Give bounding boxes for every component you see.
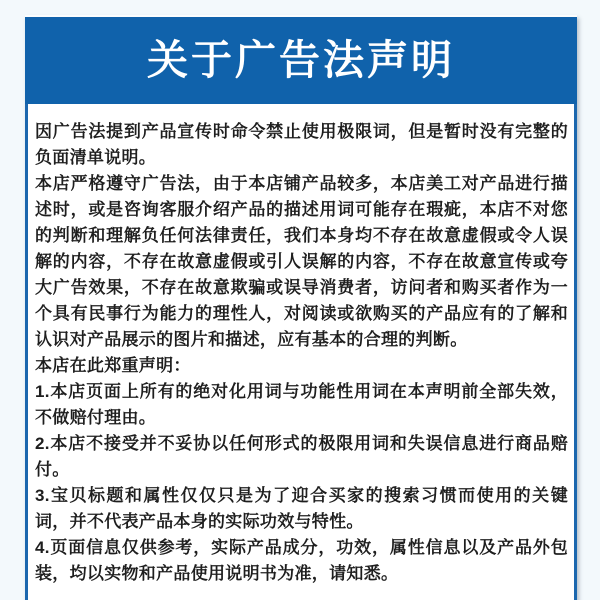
notice-header <box>25 15 577 104</box>
page-title: 关于广告法声明 <box>147 37 455 83</box>
notice-paragraph-item-4: 4.页面信息仅供参考，实际产品成分，功效，属性信息以及产品外包装，均以实物和产品使用说明书为准，请知悉。 <box>35 538 568 583</box>
notice-paragraph-item-2: 2.本店不接受并不妥协以任何形式的极限用词和失误信息进行商品赔付。 <box>35 434 568 479</box>
notice-card <box>25 15 577 600</box>
notice-paragraph-item-3: 3.宝贝标题和属性仅仅只是为了迎合买家的搜索习惯而使用的关键词，并不代表产品本身的实际功效与特性。 <box>35 486 568 531</box>
notice-paragraph-declaration-heading: 本店在此郑重声明： <box>35 356 191 375</box>
notice-paragraph-item-1: 1.本店页面上所有的绝对化用词与功能性用词在本声明前全部失效，不做赔付理由。 <box>35 382 568 427</box>
notice-paragraph-intro: 因广告法提到产品宣传时命令禁止使用极限词，但是暂时没有完整的负面清单说明。 <box>35 122 568 167</box>
notice-paragraph-compliance: 本店严格遵守广告法，由于本店铺产品较多，本店美工对产品进行描述时，或是咨询客服介绍产品的描述用词可能存在瑕疵，本店不对您的判断和理解负任何法律责任，我们本身均不存在故意虚假或令人误解的内容，不存在故意虚假或引人误解的内容，不存在故意宣传或夸大广告效果，不存在故意欺骗或误导消费者，访问者和购买者作为一个具有民事行为能力的理性人，对阅读或欲购买的产品应有的了解和认识对产品展示的图片和描述，应有基本的合理的判断。 <box>35 174 568 349</box>
notice-body <box>25 104 577 600</box>
